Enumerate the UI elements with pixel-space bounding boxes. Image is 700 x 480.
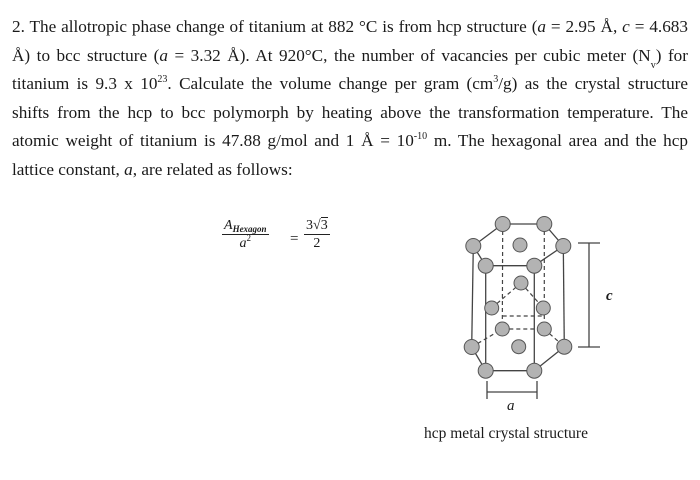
atom: [495, 322, 509, 336]
lhs-numerator: [222, 218, 269, 234]
text-segment: shifts from the hcp to bcc polymorph by heating above the transformation temperature. The: [12, 102, 688, 122]
symbol-A: A: [224, 218, 233, 233]
problem-statement: [12, 13, 688, 185]
text-segment: titanium is 9.3 x 10: [12, 74, 158, 94]
lhs-denominator: [240, 235, 252, 252]
atom: [464, 340, 479, 355]
label-a: a: [507, 398, 515, 414]
sqrt-icon: √: [313, 218, 321, 233]
problem-line-3: [12, 70, 688, 99]
atom: [478, 258, 493, 273]
text-segment: = 4.683: [629, 17, 688, 36]
text-segment: ) for: [655, 45, 688, 65]
text-segment: , are related as follows:: [132, 159, 293, 179]
text-segment: . Calculate the volume change per gram (cm: [167, 74, 494, 94]
var-a: a: [159, 45, 168, 65]
exponent-3: 3: [493, 74, 499, 86]
text-segment: = 2.95 Å,: [546, 17, 623, 36]
atom: [527, 258, 542, 273]
dimension-a-bar: [487, 381, 537, 399]
atom: [527, 363, 542, 378]
atom: [485, 301, 499, 315]
atom: [478, 363, 493, 378]
text-segment: Å) to bcc structure (: [12, 45, 160, 65]
radicand: 3: [320, 218, 328, 233]
atom: [537, 217, 552, 232]
text-segment: m. The hexagonal area and the hcp: [427, 131, 688, 151]
atom: [495, 217, 510, 232]
problem-line-1: [12, 13, 688, 42]
hcp-crystal-diagram: [455, 205, 635, 405]
atom: [557, 339, 572, 354]
var-a: a: [124, 159, 133, 179]
text-segment: lattice constant,: [12, 159, 125, 179]
var-c: c: [622, 17, 630, 36]
coefficient: 3: [306, 218, 313, 233]
exponent-2: 2: [246, 233, 252, 243]
atom: [537, 322, 551, 336]
text-segment: 2. The allotropic phase change of titanium at 882 °C is from hcp structure (: [12, 17, 538, 36]
problem-line-2: [12, 42, 688, 71]
atom: [466, 239, 481, 254]
rhs-numerator: [304, 218, 330, 234]
symbol-a: a: [239, 236, 247, 251]
problem-line-4: [12, 99, 688, 128]
subscript-hexagon: Hexagon: [232, 224, 267, 234]
exponent-neg10: -10: [413, 131, 428, 143]
problem-line-6: [12, 156, 688, 185]
atom: [536, 301, 550, 315]
dimension-c-bar: [578, 243, 600, 347]
problem-line-5: [12, 127, 688, 156]
equals-sign: =: [290, 231, 299, 247]
subscript-v: v: [650, 60, 656, 72]
figure-caption: hcp metal crystal structure: [424, 425, 588, 442]
lhs-fraction: [222, 218, 269, 252]
rhs-denominator: 2: [313, 236, 321, 251]
var-a: a: [537, 17, 547, 36]
exponent-23: 23: [157, 74, 168, 86]
hexagon-area-formula: [220, 218, 340, 268]
atom: [514, 276, 528, 290]
text-segment: = 3.32 Å). At 920°C, the number of vacancies per cubic meter (N: [167, 45, 651, 65]
rhs-fraction: [304, 218, 330, 252]
label-c: c: [606, 288, 613, 304]
text-segment: /g) as the crystal structure: [498, 74, 689, 94]
atom: [512, 340, 526, 354]
atom: [513, 238, 527, 252]
atom: [556, 239, 571, 254]
text-segment: atomic weight of titanium is 47.88 g/mol and 1 Å = 10: [12, 131, 414, 151]
